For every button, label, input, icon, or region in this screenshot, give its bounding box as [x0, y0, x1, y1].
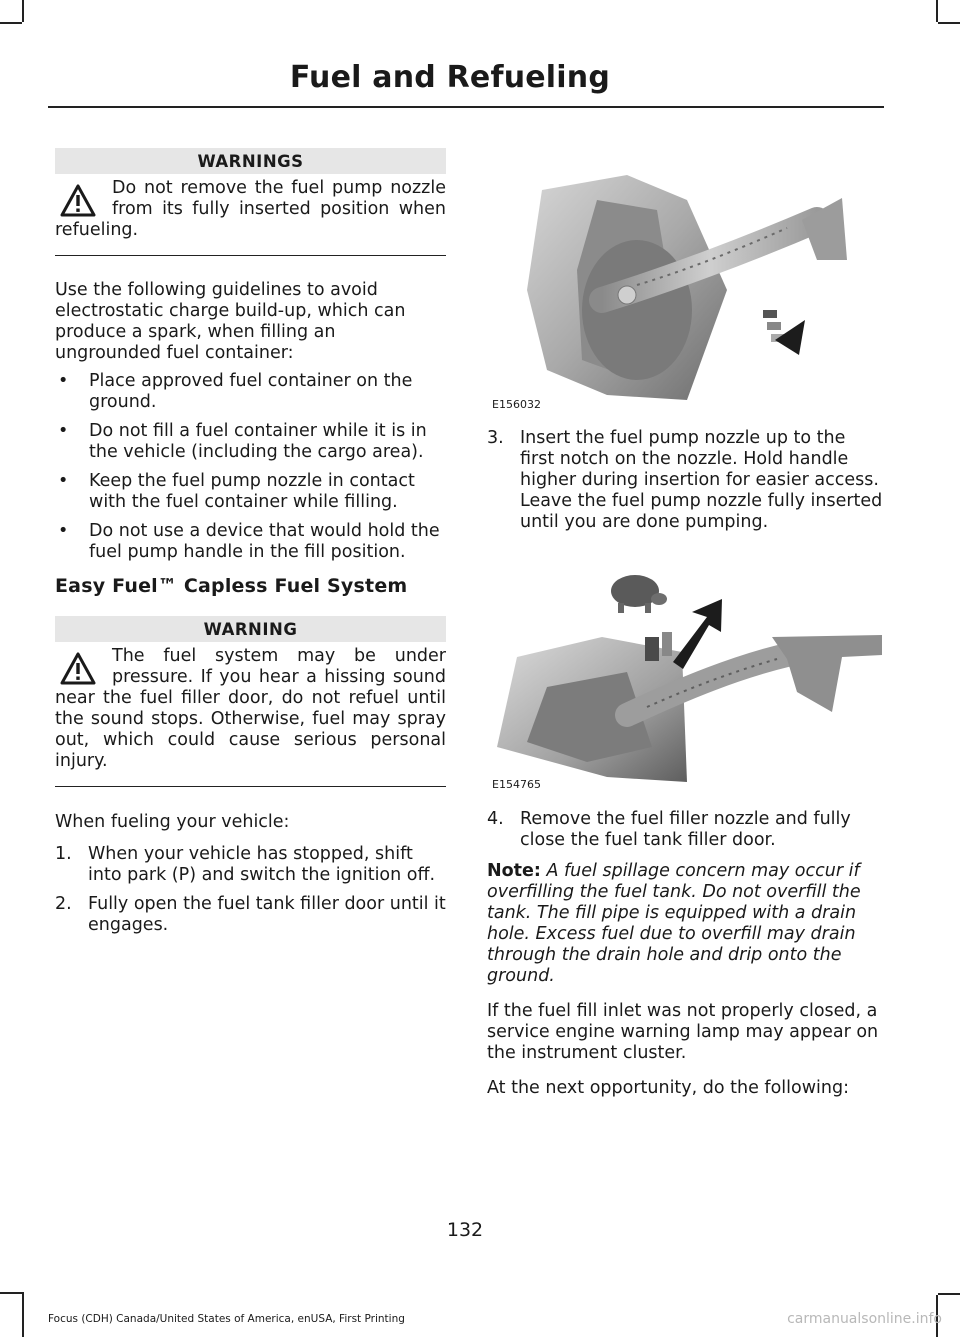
list-item: 4. Remove the fuel filler nozzle and fully close the fuel tank filler door.	[487, 809, 851, 850]
list-item: • Place approved fuel container on the ground.	[58, 371, 413, 412]
note-label: Note:	[487, 861, 541, 881]
warning-heading: WARNING	[55, 616, 446, 642]
crop-mark	[0, 1292, 22, 1294]
list-item: • Keep the fuel pump nozzle in contact with the fuel container while filling.	[58, 471, 415, 512]
figure-nozzle-insertion	[487, 170, 884, 417]
figure-nozzle-turtle	[487, 547, 884, 797]
warning-body	[55, 642, 446, 787]
header-rule	[48, 106, 884, 108]
left-column	[55, 148, 446, 944]
next-opportunity-paragraph: At the next opportunity, do the following:	[487, 1078, 850, 1098]
warning-text: Do not remove the fuel pump nozzle from its fully inserted position when refueling.	[55, 178, 446, 240]
warning-text: The fuel system may be under pressure. If you hear a hissing sound near the fuel filler door, do not refuel until the sound stops. Otherwise, fuel may spray out, which could cause serious personal injury.	[55, 646, 446, 771]
steps-list	[487, 428, 884, 533]
figure-code: E156032	[492, 398, 541, 411]
list-item: • Do not use a device that would hold the fuel pump handle in the fill position.	[58, 521, 440, 562]
crop-mark	[0, 22, 22, 24]
crop-mark	[938, 1293, 960, 1295]
list-item: • Do not fill a fuel container while it is in the vehicle (including the cargo area).	[58, 421, 427, 462]
section-heading: Easy Fuel™ Capless Fuel System	[55, 575, 408, 597]
crop-mark	[22, 1292, 24, 1337]
guideline-list	[55, 371, 446, 563]
warning-body	[55, 174, 446, 256]
nozzle-filler-illustration	[487, 170, 884, 417]
crop-mark	[938, 22, 960, 24]
footer-text: Focus (CDH) Canada/United States of America, enUSA, First Printing	[48, 1313, 405, 1325]
warning-box	[55, 616, 446, 787]
list-item: 3. Insert the fuel pump nozzle up to the first notch on the nozzle. Hold handle higher during insertion for easier access. Leave the fuel pump nozzle fully inserted until you are done pumping.	[487, 428, 883, 532]
note-text: A fuel spillage concern may occur if overfilling the fuel tank. Do not overfill the tank. The fill pipe is equipped with a drain hole. Excess fuel due to overfill may drain through the drain hole and drip onto the ground.	[487, 861, 861, 986]
steps-list	[487, 809, 884, 851]
list-item: 2. Fully open the fuel tank filler door until it engages.	[55, 894, 446, 935]
fueling-intro: When fueling your vehicle:	[55, 812, 290, 832]
watermark: carmanualsonline.info	[787, 1311, 942, 1327]
warning-heading: WARNINGS	[55, 148, 446, 174]
note-paragraph	[487, 861, 884, 987]
crop-mark	[22, 0, 24, 22]
right-column	[487, 170, 884, 1099]
warning-box	[55, 148, 446, 256]
warning-triangle-icon	[60, 652, 96, 686]
intro-paragraph: Use the following guidelines to avoid electrostatic charge build-up, which can produce a spark, when filling an ungrounded fuel container:	[55, 280, 406, 363]
figure-code: E154765	[492, 778, 541, 791]
warning-triangle-icon	[60, 184, 96, 218]
page-title: Fuel and Refueling	[289, 60, 610, 95]
list-item: 1. When your vehicle has stopped, shift into park (P) and switch the ignition off.	[55, 844, 436, 885]
nozzle-turtle-illustration	[487, 547, 884, 797]
inlet-paragraph: If the fuel fill inlet was not properly closed, a service engine warning lamp may appear on the instrument cluster.	[487, 1001, 879, 1063]
crop-mark	[936, 0, 938, 22]
steps-list	[55, 844, 446, 936]
page-number: 132	[446, 1219, 484, 1241]
